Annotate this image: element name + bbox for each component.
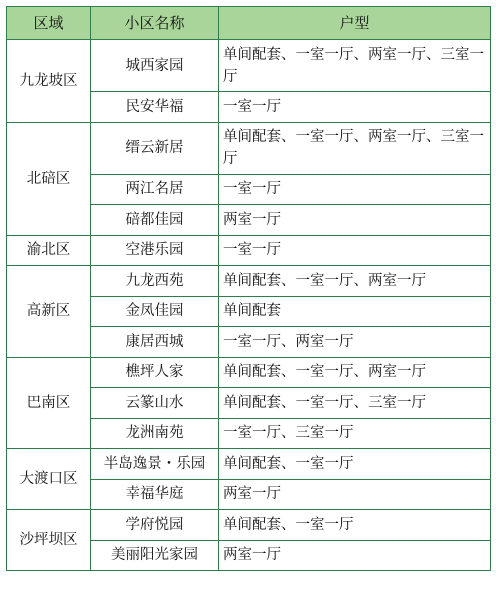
layout-cell: 单间配套、一室一厅、三室一厅 bbox=[219, 388, 491, 419]
community-name-cell: 云篆山水 bbox=[91, 388, 219, 419]
district-cell: 北碚区 bbox=[7, 122, 91, 235]
community-name-cell: 美丽阳光家园 bbox=[91, 540, 219, 571]
header-row bbox=[7, 7, 491, 40]
district-cell: 巴南区 bbox=[7, 357, 91, 449]
district-cell: 九龙坡区 bbox=[7, 40, 91, 123]
community-name-cell: 半岛逸景・乐园 bbox=[91, 449, 219, 480]
layout-cell: 单间配套、一室一厅 bbox=[219, 449, 491, 480]
district-cell: 高新区 bbox=[7, 266, 91, 358]
community-name-cell: 两江名居 bbox=[91, 174, 219, 205]
district-cell: 大渡口区 bbox=[7, 449, 91, 510]
table-row bbox=[7, 357, 491, 388]
community-name-cell: 城西家园 bbox=[91, 40, 219, 92]
community-name-cell: 碚都佳园 bbox=[91, 205, 219, 236]
community-name-cell: 龙洲南苑 bbox=[91, 418, 219, 449]
district-cell: 沙坪坝区 bbox=[7, 510, 91, 571]
layout-cell: 单间配套、一室一厅、两室一厅 bbox=[219, 357, 491, 388]
header-layout: 户型 bbox=[219, 7, 491, 40]
table-row bbox=[7, 449, 491, 480]
table-row bbox=[7, 510, 491, 541]
community-name-cell: 康居西城 bbox=[91, 327, 219, 358]
layout-cell: 一室一厅、两室一厅 bbox=[219, 327, 491, 358]
layout-cell: 一室一厅 bbox=[219, 174, 491, 205]
community-name-cell: 民安华福 bbox=[91, 92, 219, 123]
community-name-cell: 缙云新居 bbox=[91, 122, 219, 174]
community-name-cell: 金凤佳园 bbox=[91, 296, 219, 327]
community-name-cell: 樵坪人家 bbox=[91, 357, 219, 388]
layout-cell: 单间配套 bbox=[219, 296, 491, 327]
header-district: 区域 bbox=[7, 7, 91, 40]
layout-cell: 一室一厅 bbox=[219, 92, 491, 123]
community-name-cell: 幸福华庭 bbox=[91, 479, 219, 510]
layout-cell: 两室一厅 bbox=[219, 205, 491, 236]
community-name-cell: 九龙西苑 bbox=[91, 266, 219, 297]
table-row bbox=[7, 266, 491, 297]
table-row bbox=[7, 122, 491, 174]
header-community: 小区名称 bbox=[91, 7, 219, 40]
layout-cell: 两室一厅 bbox=[219, 479, 491, 510]
district-cell: 渝北区 bbox=[7, 235, 91, 266]
layout-cell: 一室一厅 bbox=[219, 235, 491, 266]
housing-table bbox=[6, 6, 491, 571]
layout-cell: 一室一厅、三室一厅 bbox=[219, 418, 491, 449]
layout-cell: 单间配套、一室一厅 bbox=[219, 510, 491, 541]
table-row bbox=[7, 40, 491, 92]
layout-cell: 单间配套、一室一厅、两室一厅、三室一厅 bbox=[219, 122, 491, 174]
community-name-cell: 学府悦园 bbox=[91, 510, 219, 541]
table-row bbox=[7, 235, 491, 266]
layout-cell: 单间配套、一室一厅、两室一厅、三室一厅 bbox=[219, 40, 491, 92]
layout-cell: 两室一厅 bbox=[219, 540, 491, 571]
layout-cell: 单间配套、一室一厅、两室一厅 bbox=[219, 266, 491, 297]
community-name-cell: 空港乐园 bbox=[91, 235, 219, 266]
table-body bbox=[7, 40, 491, 571]
